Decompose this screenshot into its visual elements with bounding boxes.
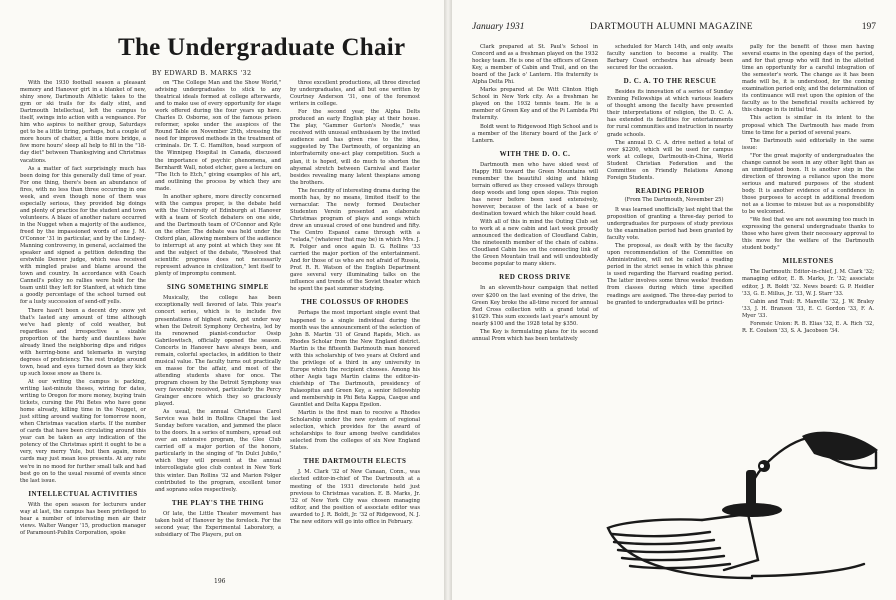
gutter [444, 0, 452, 600]
left-page [0, 0, 444, 600]
left-column-3 [290, 80, 420, 527]
right-column-1 [472, 44, 598, 344]
paragraph: Besides its innovation of a series of Sunday Evening Fellowships at which various leaders of thought among the faculty have presented their interpretations of religion, the D. C. A. has extended its facilities for entertainments for rural communities and instruction in nearby grade schools. [607, 89, 733, 138]
paragraph: J. M. Clark '32 of New Canaan, Conn., was elected editor-in-chief of The Dartmouth at a meeting of the 1931 directorate held just previous to Christmas vacation. E. B. Marks, Jr. '32 of New York City was chosen managing editor, and the position of associate editor was awarded to J. R. Boldt, Jr. '32 of Ridgewood, N. J. The new editors will go into office in February. [290, 469, 420, 525]
paragraph: The proposal, as dealt with by the faculty upon recommendation of the Committee on Administration, will not be called a reading period in the strict sense in which this phrase is used regarding the Harvard reading period. The latter involves some three weeks' freedom from classes during which time specified readings are assigned. The three-day period to be granted to undergraduates will be princi- [607, 243, 733, 306]
section-heading: WITH THE D. O. C. [499, 149, 571, 158]
right-column-3 [742, 44, 874, 336]
section-heading: RED CROSS DRIVE [499, 273, 571, 282]
byline: BY EDWARD B. MARKS '32 [152, 69, 252, 77]
header-page-number: 197 [861, 22, 876, 32]
desk-lamp-and-books-icon [602, 410, 882, 590]
paragraph: Boldt went to Ridgewood High School and is a member of the literary board of the Jack o' Lantern. [472, 123, 598, 144]
paragraph: There hasn't been a decent dry snow yet that's lasted any amount of time although we've had plenty of cold weather, but regardless and irrespective a sizable proportion of the hardy and dauntless have already lined the neighboring dips and ridges with herring-bone and telemarks in varying degrees of proficiency. The rest trudge around town, head and eyes turned down as they kick up such loose snow as there is. [20, 307, 146, 377]
paragraph: pally for the benefit of those men having several exams in the opening days of the period, and for that group who will find in the allotted time an opportunity for a careful integration of the semester's work. The change as it has been made will be, it is understood, for the coming examination period only, and the determination of its continuance will rest upon the opinion of the faculty as to the beneficial results achieved by this change in its initial trial. [742, 44, 874, 114]
paragraph: With all of this in mind the Outing Club set to work at a new cabin and last week proudly announced the dedication of Cloudland Cabin, the nineteenth member of the chain of cabins. Cloudland Cabin lies on the connecting link of the Green Mountain trail and will undoubtedly become popular to many skiers. [472, 219, 598, 268]
paragraph: Martin is the first man to receive a Rhodes Scholarship under the new system of regional selection, which provides for the award of scholarships to four among twelve candidates selected from the colleges of six New England States. [290, 410, 420, 452]
paragraph: At our writing the campus is packing, writing last-minute theses, wiring for dates, writing to Oregon for more money, buying train tickets, cursing the Phi Betes who have gone home already, killing time in the Nugget, or just sitting around waiting for tomorrow noon, when Christmas vacation starts. If the number of cards that have been circulating around this year can be taken as any indication of the potency of the Christmas spirit it ought to be a very, very merry Yule, but then again, more cards may just mean less presents. At any rate we're in no mood for further small talk and had best go on to the usual resumé of events since the last issue. [20, 378, 146, 484]
section-heading: INTELLECTUAL ACTIVITIES [28, 489, 138, 498]
paragraph: (From The Dartmouth, November 25) [624, 196, 724, 203]
paragraph: It was learned unofficially last night that the proposition of granting a three-day period to undergraduates for purposes of study previous to the examination period had been granted by faculty vote. [607, 206, 733, 242]
left-column-2 [155, 80, 281, 540]
paragraph: "We feel that we are not assuming too much in expressing the general undergraduate thanks to those who have given their necessary approval to this move for the welfare of the Dartmouth student body." [742, 217, 874, 252]
paragraph: Cabin and Trail: R. Manville '32, J. W. Braley '33, J. H. Branson '33, E. C. Gordon '33, F. A. Myer '33. [742, 298, 874, 319]
right-column-2 [607, 44, 733, 308]
paragraph: As usual, the annual Christmas Carol Service was held in Rollins Chapel the last Sunday before vacation, and jammed the place to the doors. In a series of numbers, spread out over an extensive program, the Glee Club carried off a major portion of the honors, particularly in the singing of "In Dulci Jubilo," which they will present at the annual intercollegiate glee club contest in New York this winter. Dan Rollins '32 and Marion Folger contributed to the program, excellent tenor and soprano solos respectively. [155, 409, 281, 493]
paragraph: The Dartmouth said editorially in the same issue: [742, 137, 874, 151]
paragraph: on "The College Man and the Show World," advising undergraduates to stick to any theatrical ideals formed at college afterwards, and to make use of every opportunity for stage work offered during the four years up here. Charles D. Osborne, son of the famous prison reformer, spoke under the auspices of the Round Table on November 25th, stressing the need for improved methods in the treatment of criminals. Dr. T. C. Hamilton, head surgeon of the Winnipeg Hospital in Canada, discussed the importance of psychic phenomena, and Bernhardt Wall, noted etcher, gave a lecture on "The Itch to Etch," giving examples of his art, and outlining the process by which they are made. [155, 80, 281, 192]
paragraph: "For the great majority of undergraduates the change cannot be seen in any other light than as an unmitigated boon. It is another step in the direction of throwing a reliance upon the more serious and matured purposes of the student body. It is another evidence of a confidence in those purposes to accept in additional freedom not as a license to misuse but as a responsibility to be welcomed. [742, 152, 874, 216]
section-heading: THE COLOSSUS OF RHODES [301, 298, 409, 307]
header-date: January 1931 [472, 22, 525, 32]
paragraph: Clark prepared at St. Paul's School in Concord and as a freshman played on the 1932 hockey team. He is one of the officers of Green Key, a member of Cabin and Trail, and on the board of the Jack o' Lantern. His fraternity is Alpha Delta Phi. [472, 44, 598, 86]
left-column-1 [20, 80, 146, 538]
section-heading: READING PERIOD [635, 186, 705, 195]
right-page [452, 0, 896, 600]
paragraph: This action is similar in its intent to the proposal which The Dartmouth has made from time to time for a period of several years. [742, 115, 874, 136]
paragraph: The annual D. C. A. drive netted a total of over $2200, which will be used for campus work at college, Dartmouth-in-China, World Student Christian Federation and the Committee on Friendly Relations Among Foreign Students. [607, 139, 733, 181]
page-title: The Undergraduate Chair [118, 34, 406, 61]
paragraph: The fecundity of interesting drama during the month has, by no means, limited itself to the vernacular. The newly formed Deutscher Studenten Verein presented an elaborate Christmas program of plays and songs which drew an unusual crowd of one hundred and fifty. The Centro Espanol came through with a "velada," (whatever that may be) in which Mrs. J. R. Folger and once again D. G. Rollins '33 carried the major portion of the entertainment. And for those of us who are not afraid of Russia, Prof. R. R. Watson of the English Department gave several very illuminating talks on the influence and trends of the Soviet theater which he spent the past summer studying. [290, 187, 420, 293]
paragraph: Perhaps the most important single event that happened to a single individual during the month was the announcement of the selection of John B. Martin '31 of Grand Rapids, Mich. as Rhodes Scholar from the New England district. Martin is the fifteenth Dartmouth man honored with this scholarship of two years at Oxford and the privilege of a third in any university in Europe which the recipient chooses. Among his other Aegis tags Martin claims the editor-in-chiefship of The Dartmouth, presidency of Palaeopitus and Green Key, a senior fellowship and membership in Phi Beta Kappa, Casque and Gauntlet and Delta Kappa Epsilon. [290, 310, 420, 409]
paragraph: Of late, the Little Theater movement has taken hold of Hanover by the forelock. For the second year, the Experimental Laboratory, a subsidiary of The Players, put on [155, 510, 281, 538]
paragraph: For the second year, the Alpha Delts produced an early English play at their house. The play, "Gammer Gurton's Needle," was received with unusual enthusiasm by the invited audience and has given rise to the idea, suggested by The Dartmouth, of organizing an interfraternity one-act play competition. Such a plan, it is hoped, will do much to shorten the abysmal stretch between Carnival and Easter besides revealing many latent thespians among the brothers. [290, 109, 420, 186]
paragraph: Forensic Union: R. B. Elias '32, E. A. Rich '32, R. E. Coulson '33, S. A. Jacobson '34. [742, 320, 874, 334]
paragraph: As a matter of fact surprisingly much has been doing for this generally dull time of year. For one thing, there's been an abundance of fires, with no less than three occurring in one week, and even though none of them was especially serious, they provided big doings and plenty of practice for the student and town volunteers. A blaze of another nature occurred in the Nugget when a majority of the audience, freed by the impassioned words of one J. M. O'Connor '31 in particular, and by the Lindsey-Manning controversy, in general, acclaimed the speaker and signed a petition defending the erstwhile Denver judge, which was received with mingled praise and blame around the town and country. In accordance with Coach Cannell's policy no rallies were held for the team until they left for Stanford, at which time a goodly percentage of the school turned out for a lusty succession of send-off yells. [20, 165, 146, 306]
paragraph: The Dartmouth: Editor-in-chief, J. M. Clark '32; managing editor, E. B. Marks, Jr. '32; associate editor, J. R. Boldt '32. News board: G. P. Heidler '33, G. E. Millus, Jr. '33, W. J. Starr '33. [742, 269, 874, 297]
running-header [472, 22, 876, 34]
section-heading: SING SOMETHING SIMPLE [167, 283, 269, 292]
paragraph: In an eleventh-hour campaign that netted over $200 on the last evening of the drive, the Green Key broke the all-time record for annual Red Cross collection with a grand total of $1029. This sum exceeds last year's amount by nearly $100 and the 1928 total by $350. [472, 285, 598, 327]
section-heading: THE DARTMOUTH ELECTS [303, 457, 407, 466]
paragraph: three excellent productions, all three directed by undergraduates, and all but one written by Courtney Anderson '31, one of the foremost writers in college. [290, 80, 420, 108]
section-heading: MILESTONES [782, 257, 834, 266]
paragraph: With the open season for lecturers under way at last, the campus has been privileged to hear a number of interesting men air their views. Walter Wanger '15, production manager of Paramount-Publix Corporation, spoke [20, 501, 146, 536]
paragraph: With the 1930 football season a pleasant memory and Hanover girt in a blanket of new, shiny snow, Dartmouth Athletic takes to the gym or ski trails for its daily stint, and Dartmouth Intellectual, left the campus to itself, swings into action with a vengeance. For him who aspires to neither group, Saturdays get to be a little tiring, perhaps, but a couple of more hours of chatter, a little more bridge, a few more hours' sleep all help to fill in the "18-day diet" between Thanksgiving and Christmas vacations. [20, 80, 146, 164]
paragraph: Musically, the college has been exceptionally well favored of late. This year's concert series, which is to include five presentations of highest rank, got under way when the Detroit Symphony Orchestra, led by its renowned pianist-conductor Ossip Gabrilowitsch, officially opened the season. Concerts in Hanover have always been, and remain, colorful spectacles, in addition to their musical value. The faculty turns out practically en masse for the affair, and most of the attending students shave for once. The program chosen by the Detroit Symphony was very favorably received, particularly the Percy Grainger encore which they so graciously played. [155, 295, 281, 408]
paragraph: In another sphere, more directly concerned with the campus proper, is the debate held with the University of Edinburgh at Hanover with a team of Scotch debaters on one side, and the Dartmouth team of O'Connor and Kyle on the other. The debate was held under the Oxford plan, allowing members of the audience to interrupt at any point at which they see fit and the subject of the debate, "Resolved that scientific progress does not necessarily represent advance in civilization," lent itself to plenty of impromptu comment. [155, 193, 281, 278]
paragraph: The Key is formulating plans for its second annual Prom which has been tentatively [472, 328, 598, 342]
section-heading: D. C. A. TO THE RESCUE [623, 77, 717, 86]
paragraph: scheduled for March 14th, and only awaits faculty sanction to become a reality. The Barbary Coast orchestra has already been secured for the occasion. [607, 44, 733, 72]
header-title: DARTMOUTH ALUMNI MAGAZINE [590, 22, 754, 32]
paragraph: Dartmouth men who have skied west of Happy Hill toward the Green Mountains will remember the beautiful skiing and hiking terrain offered as they crossed valleys through deep woods and long open slopes. This region has never before been used extensively, however, because of the lack of a base or destination toward which the hiker could head. [472, 161, 598, 218]
paragraph: Marks prepared at De Witt Clinton High School in New York city. As a freshman he played on the 1932 tennis team. He is a member of Green Key and of the Pi Lambda Phi fraternity. [472, 87, 598, 122]
page-number: 196 [214, 578, 226, 585]
section-heading: THE PLAY'S THE THING [171, 498, 265, 507]
